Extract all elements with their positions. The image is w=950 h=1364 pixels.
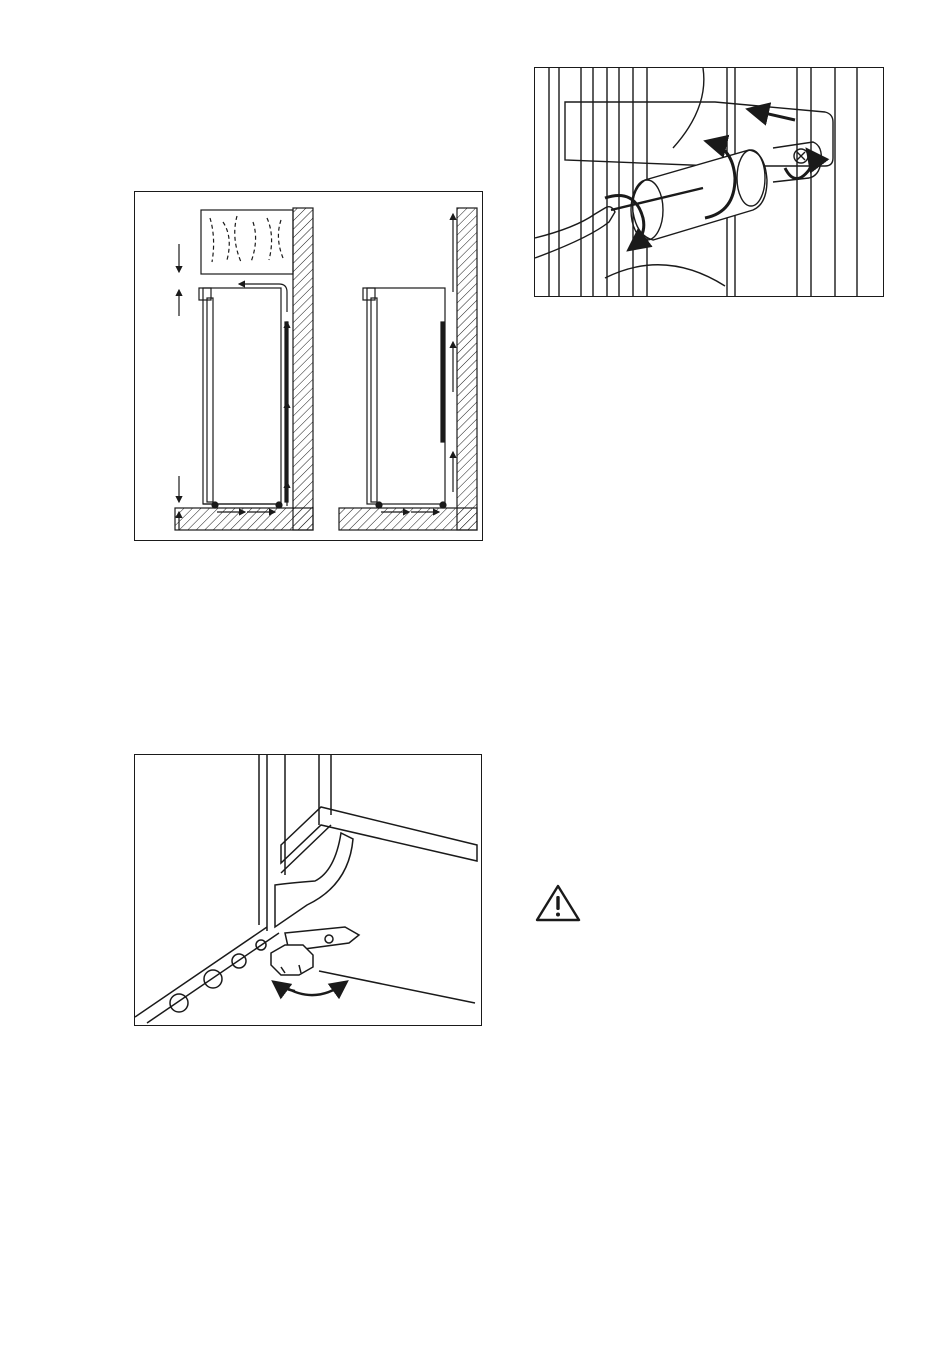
ventilation-figure [134, 191, 483, 541]
door-handle-diagram [535, 68, 884, 297]
ventilation-diagram [135, 192, 483, 541]
adjustable-foot-diagram [135, 755, 482, 1026]
adjustable-foot-figure [134, 754, 482, 1026]
door-handle-figure [534, 67, 884, 297]
warning-triangle-icon [534, 883, 582, 923]
